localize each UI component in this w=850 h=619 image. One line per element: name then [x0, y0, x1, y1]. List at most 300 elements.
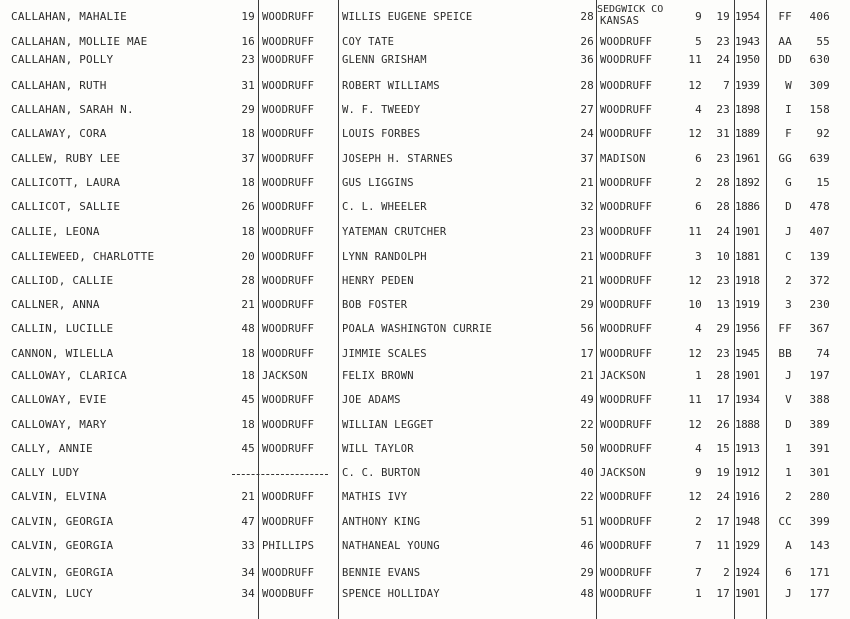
- record-row: [0, 584, 850, 604]
- cell-page: 478: [809, 200, 830, 213]
- record-row: [0, 390, 850, 410]
- cell-spouse: WILLIAN LEGGET: [342, 419, 434, 431]
- cell-month: 11: [688, 225, 702, 238]
- record-row: [0, 439, 850, 459]
- cell-spouse-county: KANSAS: [600, 15, 640, 27]
- cell-book: V: [785, 393, 792, 406]
- cell-spouse: MATHIS IVY: [342, 491, 408, 503]
- cell-day: 23: [716, 103, 730, 116]
- record-row: [0, 100, 850, 120]
- cell-book: FF: [778, 322, 792, 335]
- cell-bride-age: 18: [241, 347, 255, 360]
- cell-bride-age: 18: [241, 225, 255, 238]
- cell-spouse-age: 28: [580, 79, 594, 92]
- cell-month: 4: [695, 103, 702, 116]
- cell-month: 12: [688, 490, 702, 503]
- cell-page: 92: [816, 127, 830, 140]
- cell-page: 301: [809, 466, 830, 479]
- cell-name: CALLAHAN, SARAH N.: [11, 103, 134, 116]
- record-row: [0, 512, 850, 532]
- cell-day: 31: [716, 127, 730, 140]
- cell-spouse-age: 51: [580, 515, 594, 528]
- cell-day: 7: [723, 79, 730, 92]
- cell-month: 9: [695, 10, 702, 23]
- cell-spouse-county: JACKSON: [600, 370, 646, 382]
- cell-month: 2: [695, 515, 702, 528]
- cell-day: 11: [716, 539, 730, 552]
- cell-day: 28: [716, 369, 730, 382]
- cell-spouse-county: WOODRUFF: [600, 491, 653, 503]
- cell-bride-county: JACKSON: [262, 370, 308, 382]
- cell-spouse-county: WOODRUFF: [600, 36, 653, 48]
- cell-year: 1892: [735, 176, 760, 189]
- cell-bride-age: 34: [241, 566, 255, 579]
- cell-year: 1889: [735, 127, 760, 140]
- cell-bride-county: WOODRUFF: [262, 443, 315, 455]
- cell-name: CALVIN, GEORGIA: [11, 515, 114, 528]
- cell-spouse-county: WOODRUFF: [600, 275, 653, 287]
- cell-bride-age: 34: [241, 587, 255, 600]
- cell-spouse-age: 40: [580, 466, 594, 479]
- cell-day: 2: [723, 566, 730, 579]
- cell-spouse-county: WOODRUFF: [600, 588, 653, 600]
- cell-month: 11: [688, 53, 702, 66]
- cell-name: CALLICOTT, LAURA: [11, 176, 121, 189]
- cell-year: 1924: [735, 566, 760, 579]
- cell-month: 3: [695, 250, 702, 263]
- cell-spouse: JIMMIE SCALES: [342, 348, 427, 360]
- record-row: [0, 173, 850, 193]
- record-row: [0, 76, 850, 96]
- cell-name: CALLIN, LUCILLE: [11, 322, 114, 335]
- cell-spouse-age: 56: [580, 322, 594, 335]
- cell-day: 24: [716, 225, 730, 238]
- cell-bride-age: 18: [241, 418, 255, 431]
- cell-spouse: SPENCE HOLLIDAY: [342, 588, 440, 600]
- cell-name: CALLAHAN, MAHALIE: [11, 10, 127, 23]
- cell-bride-age: 33: [241, 539, 255, 552]
- cell-book: A: [785, 539, 792, 552]
- cell-day: 17: [716, 515, 730, 528]
- cell-day: 28: [716, 176, 730, 189]
- cell-page: 389: [809, 418, 830, 431]
- cell-spouse-county: WOODRUFF: [600, 348, 653, 360]
- cell-bride-county: WOODRUFF: [262, 226, 315, 238]
- cell-bride-county: WOODRUFF: [262, 54, 315, 66]
- cell-name: CALLOWAY, MARY: [11, 418, 107, 431]
- record-row: [0, 415, 850, 435]
- cell-page: 197: [809, 369, 830, 382]
- cell-spouse-age: 48: [580, 587, 594, 600]
- cell-book: I: [785, 103, 792, 116]
- cell-month: 11: [688, 393, 702, 406]
- cell-bride-age: 29: [241, 103, 255, 116]
- record-row: [0, 563, 850, 583]
- cell-bride-county: WOODRUFF: [262, 394, 315, 406]
- cell-bride-county: WOODRUFF: [262, 201, 315, 213]
- cell-day: 26: [716, 418, 730, 431]
- cell-month: 1: [695, 369, 702, 382]
- cell-bride-age: 21: [241, 298, 255, 311]
- cell-year: 1939: [735, 79, 760, 92]
- cell-year: 1901: [735, 587, 760, 600]
- cell-bride-county: WOODRUFF: [262, 299, 315, 311]
- cell-year: 1956: [735, 322, 760, 335]
- cell-name: CALLEW, RUBY LEE: [11, 152, 121, 165]
- cell-spouse: C. C. BURTON: [342, 467, 421, 479]
- cell-page: 391: [809, 442, 830, 455]
- cell-spouse-county: WOODRUFF: [600, 54, 653, 66]
- cell-day: 24: [716, 53, 730, 66]
- cell-year: 1898: [735, 103, 760, 116]
- cell-bride-county: WOODRUFF: [262, 323, 315, 335]
- cell-month: 5: [695, 35, 702, 48]
- cell-bride-age: 47: [241, 515, 255, 528]
- cell-spouse: WILL TAYLOR: [342, 443, 414, 455]
- cell-day: 10: [716, 250, 730, 263]
- cell-book: 2: [785, 274, 792, 287]
- record-row: [0, 319, 850, 339]
- cell-spouse-county: WOODRUFF: [600, 323, 653, 335]
- cell-spouse-age: 50: [580, 442, 594, 455]
- record-row: [0, 4, 850, 27]
- cell-day: 17: [716, 393, 730, 406]
- record-row: [0, 32, 850, 52]
- cell-spouse: HENRY PEDEN: [342, 275, 414, 287]
- cell-spouse-county: JACKSON: [600, 467, 646, 479]
- cell-book: J: [785, 369, 792, 382]
- cell-name: CALLICOT, SALLIE: [11, 200, 121, 213]
- cell-spouse: YATEMAN CRUTCHER: [342, 226, 447, 238]
- cell-year: 1901: [735, 225, 760, 238]
- cell-month: 7: [695, 539, 702, 552]
- cell-spouse: POALA WASHINGTON CURRIE: [342, 323, 492, 335]
- cell-book: G: [785, 176, 792, 189]
- cell-month: 12: [688, 79, 702, 92]
- cell-name: CALLY LUDY: [11, 466, 80, 479]
- cell-day: 19: [716, 10, 730, 23]
- cell-bride-age: 45: [241, 442, 255, 455]
- cell-year: 1934: [735, 393, 760, 406]
- cell-bride-age: 21: [241, 490, 255, 503]
- cell-page: 309: [809, 79, 830, 92]
- record-row: [0, 149, 850, 169]
- cell-year: 1948: [735, 515, 760, 528]
- cell-spouse-county: WOODRUFF: [600, 201, 653, 213]
- cell-year: 1961: [735, 152, 760, 165]
- cell-spouse-county: WOODRUFF: [600, 443, 653, 455]
- cell-spouse-county: WOODRUFF: [600, 394, 653, 406]
- cell-spouse-age: 21: [580, 274, 594, 287]
- cell-year: 1929: [735, 539, 760, 552]
- cell-spouse-age: 26: [580, 35, 594, 48]
- cell-year: 1918: [735, 274, 760, 287]
- cell-spouse-age: 22: [580, 490, 594, 503]
- record-row: [0, 295, 850, 315]
- cell-book: CC: [778, 515, 792, 528]
- cell-spouse-age: 36: [580, 53, 594, 66]
- cell-name: CALLAHAN, POLLY: [11, 53, 114, 66]
- cell-spouse-county: WOODRUFF: [600, 419, 653, 431]
- cell-bride-county: WOODRUFF: [262, 516, 315, 528]
- cell-bride-county: WOODRUFF: [262, 80, 315, 92]
- cell-year: 1888: [735, 418, 760, 431]
- cell-bride-county: WOODRUFF: [262, 348, 315, 360]
- cell-month: 4: [695, 322, 702, 335]
- cell-spouse: LYNN RANDOLPH: [342, 251, 427, 263]
- cell-spouse: WILLIS EUGENE SPEICE: [342, 11, 473, 23]
- cell-bride-county: WOODRUFF: [262, 177, 315, 189]
- cell-day: 13: [716, 298, 730, 311]
- cell-year: 1945: [735, 347, 760, 360]
- cell-bride-age: 26: [241, 200, 255, 213]
- cell-page: 367: [809, 322, 830, 335]
- cell-page: 280: [809, 490, 830, 503]
- cell-book: 2: [785, 490, 792, 503]
- cell-page: 407: [809, 225, 830, 238]
- record-row: [0, 124, 850, 144]
- cell-year: 1916: [735, 490, 760, 503]
- cell-year: 1954: [735, 10, 760, 23]
- cell-spouse: BENNIE EVANS: [342, 567, 421, 579]
- cell-day: 19: [716, 466, 730, 479]
- cell-spouse-age: 21: [580, 369, 594, 382]
- cell-page: 55: [816, 35, 830, 48]
- cell-month: 10: [688, 298, 702, 311]
- cell-spouse-age: 32: [580, 200, 594, 213]
- cell-book: W: [785, 79, 792, 92]
- cell-name: CALVIN, ELVINA: [11, 490, 107, 503]
- cell-bride-county: WOODRUFF: [262, 11, 315, 23]
- cell-spouse-age: 23: [580, 225, 594, 238]
- cell-book: J: [785, 225, 792, 238]
- cell-spouse-county: MADISON: [600, 153, 646, 165]
- cell-name: CALVIN, GEORGIA: [11, 539, 114, 552]
- cell-page: 230: [809, 298, 830, 311]
- cell-day: 23: [716, 35, 730, 48]
- cell-day: 15: [716, 442, 730, 455]
- cell-month: 6: [695, 152, 702, 165]
- cell-spouse: LOUIS FORBES: [342, 128, 421, 140]
- cell-spouse-age: 29: [580, 298, 594, 311]
- cell-year: 1912: [735, 466, 760, 479]
- cell-bride-county: WOODRUFF: [262, 419, 315, 431]
- cell-bride-age: 28: [241, 274, 255, 287]
- cell-spouse-age: 37: [580, 152, 594, 165]
- cell-book: 1: [785, 442, 792, 455]
- record-row: [0, 222, 850, 242]
- cell-page: 158: [809, 103, 830, 116]
- cell-year: 1886: [735, 200, 760, 213]
- cell-book: 3: [785, 298, 792, 311]
- cell-page: 372: [809, 274, 830, 287]
- cell-spouse-age: 49: [580, 393, 594, 406]
- cell-book: J: [785, 587, 792, 600]
- cell-page: 630: [809, 53, 830, 66]
- cell-bride-county: WOODBUFF: [262, 588, 315, 600]
- cell-month: 12: [688, 418, 702, 431]
- cell-spouse: COY TATE: [342, 36, 395, 48]
- cell-spouse-county: WOODRUFF: [600, 540, 653, 552]
- record-row: [0, 197, 850, 217]
- cell-spouse-county: WOODRUFF: [600, 80, 653, 92]
- cell-spouse: JOE ADAMS: [342, 394, 401, 406]
- cell-name: CALLAWAY, CORA: [11, 127, 107, 140]
- cell-year: 1943: [735, 35, 760, 48]
- cell-page: 74: [816, 347, 830, 360]
- cell-spouse-county: WOODRUFF: [600, 516, 653, 528]
- cell-page: 177: [809, 587, 830, 600]
- cell-book: GG: [778, 152, 792, 165]
- cell-month: 12: [688, 274, 702, 287]
- cell-spouse-age: 17: [580, 347, 594, 360]
- cell-book: 6: [785, 566, 792, 579]
- spouse-county-extra: SEDGWICK CO: [597, 4, 664, 15]
- cell-bride-age: 18: [241, 369, 255, 382]
- cell-bride-age: 18: [241, 127, 255, 140]
- cell-bride-age: 48: [241, 322, 255, 335]
- cell-spouse: BOB FOSTER: [342, 299, 408, 311]
- record-row: [0, 247, 850, 267]
- cell-page: 143: [809, 539, 830, 552]
- cell-bride-county: WOODRUFF: [262, 36, 315, 48]
- cell-bride-county: WOODRUFF: [262, 275, 315, 287]
- cell-year: 1950: [735, 53, 760, 66]
- cell-page: 139: [809, 250, 830, 263]
- record-row: [0, 344, 850, 364]
- cell-spouse-county: WOODRUFF: [600, 226, 653, 238]
- cell-spouse-county: WOODRUFF: [600, 251, 653, 263]
- cell-spouse-county: WOODRUFF: [600, 177, 653, 189]
- cell-month: 12: [688, 347, 702, 360]
- cell-book: D: [785, 418, 792, 431]
- cell-name: CALLIEWEED, CHARLOTTE: [11, 250, 155, 263]
- cell-book: 1: [785, 466, 792, 479]
- cell-bride-age: 20: [241, 250, 255, 263]
- record-row: [0, 271, 850, 291]
- cell-spouse-age: 29: [580, 566, 594, 579]
- cell-spouse-age: 24: [580, 127, 594, 140]
- cell-page: 388: [809, 393, 830, 406]
- record-row: [0, 487, 850, 507]
- cell-spouse-age: 28: [580, 10, 594, 23]
- cell-month: 6: [695, 200, 702, 213]
- cell-spouse-county: WOODRUFF: [600, 104, 653, 116]
- cell-bride-age: 18: [241, 176, 255, 189]
- cell-spouse-age: 27: [580, 103, 594, 116]
- cell-book: C: [785, 250, 792, 263]
- cell-bride-county: WOODRUFF: [262, 128, 315, 140]
- cell-book: BB: [778, 347, 792, 360]
- cell-month: 7: [695, 566, 702, 579]
- blank-dash-line: [232, 474, 328, 475]
- cell-name: CALLAHAN, MOLLIE MAE: [11, 35, 148, 48]
- cell-page: 639: [809, 152, 830, 165]
- cell-month: 12: [688, 127, 702, 140]
- cell-name: CALLIOD, CALLIE: [11, 274, 114, 287]
- cell-month: 2: [695, 176, 702, 189]
- record-row: [0, 463, 850, 483]
- cell-spouse-county: WOODRUFF: [600, 128, 653, 140]
- cell-bride-age: 37: [241, 152, 255, 165]
- cell-spouse: NATHANEAL YOUNG: [342, 540, 440, 552]
- cell-name: CALVIN, GEORGIA: [11, 566, 114, 579]
- cell-bride-age: 23: [241, 53, 255, 66]
- cell-spouse: ANTHONY KING: [342, 516, 421, 528]
- cell-spouse-age: 46: [580, 539, 594, 552]
- cell-name: CANNON, WILELLA: [11, 347, 114, 360]
- cell-spouse-county: WOODRUFF: [600, 567, 653, 579]
- cell-year: 1913: [735, 442, 760, 455]
- cell-name: CALLIE, LEONA: [11, 225, 100, 238]
- cell-day: 23: [716, 152, 730, 165]
- cell-bride-county: WOODRUFF: [262, 491, 315, 503]
- cell-spouse-county: WOODRUFF: [600, 299, 653, 311]
- cell-name: CALLAHAN, RUTH: [11, 79, 107, 92]
- cell-bride-county: WOODRUFF: [262, 567, 315, 579]
- cell-name: CALLNER, ANNA: [11, 298, 100, 311]
- record-row: [0, 366, 850, 386]
- cell-bride-age: 45: [241, 393, 255, 406]
- cell-spouse: GLENN GRISHAM: [342, 54, 427, 66]
- cell-month: 1: [695, 587, 702, 600]
- cell-spouse-age: 21: [580, 250, 594, 263]
- cell-bride-county: WOODRUFF: [262, 251, 315, 263]
- cell-name: CALLOWAY, EVIE: [11, 393, 107, 406]
- cell-name: CALLOWAY, CLARICA: [11, 369, 127, 382]
- cell-page: 171: [809, 566, 830, 579]
- cell-spouse: W. F. TWEEDY: [342, 104, 421, 116]
- cell-bride-age: 16: [241, 35, 255, 48]
- cell-name: CALLY, ANNIE: [11, 442, 93, 455]
- cell-bride-county: WOODRUFF: [262, 104, 315, 116]
- cell-day: 28: [716, 200, 730, 213]
- cell-page: 399: [809, 515, 830, 528]
- cell-bride-age: 31: [241, 79, 255, 92]
- cell-year: 1919: [735, 298, 760, 311]
- cell-page: 406: [809, 10, 830, 23]
- cell-spouse-age: 21: [580, 176, 594, 189]
- cell-month: 4: [695, 442, 702, 455]
- record-row: [0, 50, 850, 70]
- cell-spouse: ROBERT WILLIAMS: [342, 80, 440, 92]
- cell-spouse: FELIX BROWN: [342, 370, 414, 382]
- cell-book: D: [785, 200, 792, 213]
- cell-book: AA: [778, 35, 792, 48]
- cell-day: 24: [716, 490, 730, 503]
- cell-spouse: C. L. WHEELER: [342, 201, 427, 213]
- cell-book: DD: [778, 53, 792, 66]
- cell-bride-county: WOODRUFF: [262, 153, 315, 165]
- cell-book: F: [785, 127, 792, 140]
- cell-day: 23: [716, 347, 730, 360]
- cell-book: FF: [778, 10, 792, 23]
- cell-name: CALVIN, LUCY: [11, 587, 93, 600]
- cell-spouse-age: 22: [580, 418, 594, 431]
- cell-year: 1901: [735, 369, 760, 382]
- cell-day: 23: [716, 274, 730, 287]
- cell-bride-county: PHILLIPS: [262, 540, 315, 552]
- cell-spouse: JOSEPH H. STARNES: [342, 153, 453, 165]
- cell-spouse: GUS LIGGINS: [342, 177, 414, 189]
- cell-day: 17: [716, 587, 730, 600]
- cell-day: 29: [716, 322, 730, 335]
- cell-page: 15: [816, 176, 830, 189]
- cell-month: 9: [695, 466, 702, 479]
- cell-bride-age: 19: [241, 10, 255, 23]
- cell-year: 1881: [735, 250, 760, 263]
- record-row: [0, 536, 850, 556]
